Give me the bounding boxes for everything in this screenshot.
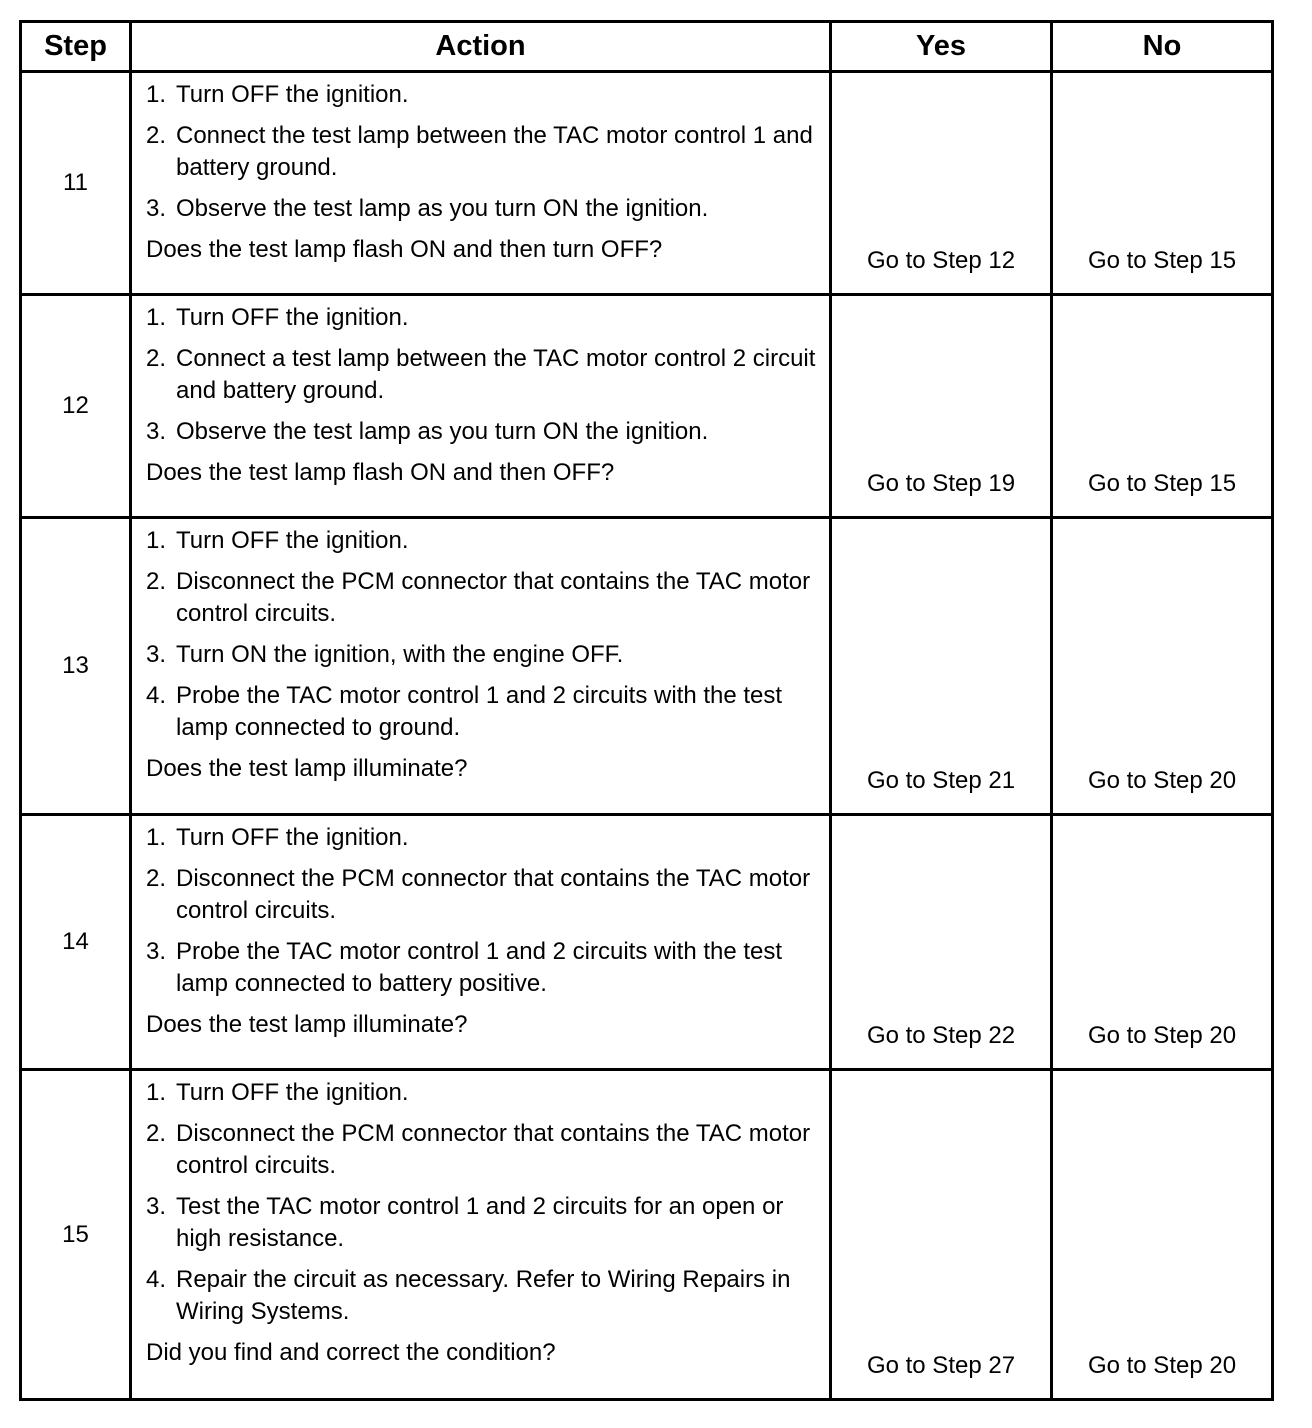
- action-item: 3. Test the TAC motor control 1 and 2 circuits for an open or high resistance.: [146, 1193, 784, 1252]
- table-row: [21, 815, 1273, 1070]
- action-item: 3. Probe the TAC motor control 1 and 2 circuits with the test lamp connected to battery positive.: [146, 938, 783, 997]
- action-question: Does the test lamp flash ON and then OFF?: [146, 459, 615, 486]
- table-row: [21, 1070, 1273, 1400]
- action-cell: [131, 518, 831, 815]
- yes-result: Go to Step 22: [831, 815, 1052, 1070]
- no-result: Go to Step 20: [1052, 1070, 1273, 1400]
- header-no: No: [1052, 22, 1273, 72]
- action-item: 2. Connect the test lamp between the TAC motor control 1 and battery ground.: [146, 122, 813, 181]
- action-item: 1. Turn OFF the ignition.: [146, 527, 409, 554]
- action-item: 1. Turn OFF the ignition.: [146, 81, 409, 108]
- table-row: [21, 295, 1273, 518]
- step-number: 15: [21, 1070, 131, 1400]
- action-cell: [131, 1070, 831, 1400]
- table-row: [21, 518, 1273, 815]
- action-item: 3. Turn ON the ignition, with the engine OFF.: [146, 641, 624, 668]
- action-item: 1. Turn OFF the ignition.: [146, 1079, 409, 1106]
- action-item: 3. Observe the test lamp as you turn ON the ignition.: [146, 195, 709, 222]
- action-cell: [131, 295, 831, 518]
- action-list: [146, 79, 819, 225]
- action-item: 1. Turn OFF the ignition.: [146, 304, 409, 331]
- action-item: 3. Observe the test lamp as you turn ON the ignition.: [146, 418, 709, 445]
- action-list: [146, 302, 819, 448]
- action-question: Did you find and correct the condition?: [146, 1339, 556, 1366]
- diagnostic-steps-table: [19, 20, 1274, 1401]
- step-number: 12: [21, 295, 131, 518]
- yes-result: Go to Step 19: [831, 295, 1052, 518]
- yes-result: Go to Step 12: [831, 72, 1052, 295]
- header-action: Action: [131, 22, 831, 72]
- action-item: 2. Disconnect the PCM connector that contains the TAC motor control circuits.: [146, 568, 811, 627]
- action-cell: [131, 72, 831, 295]
- table-body: [21, 72, 1273, 1400]
- no-result: Go to Step 15: [1052, 295, 1273, 518]
- action-item: 4. Probe the TAC motor control 1 and 2 circuits with the test lamp connected to ground.: [146, 682, 783, 741]
- action-item: 2. Disconnect the PCM connector that contains the TAC motor control circuits.: [146, 1120, 811, 1179]
- action-item: 1. Turn OFF the ignition.: [146, 824, 409, 851]
- yes-result: Go to Step 21: [831, 518, 1052, 815]
- step-number: 11: [21, 72, 131, 295]
- action-item: 2. Disconnect the PCM connector that contains the TAC motor control circuits.: [146, 865, 811, 924]
- action-question: Does the test lamp illuminate?: [146, 1011, 468, 1038]
- action-question: Does the test lamp illuminate?: [146, 755, 468, 782]
- action-cell: [131, 815, 831, 1070]
- table-row: [21, 72, 1273, 295]
- header-yes: Yes: [831, 22, 1052, 72]
- action-question: Does the test lamp flash ON and then turn OFF?: [146, 236, 663, 263]
- action-list: [146, 525, 819, 744]
- action-list: [146, 822, 819, 1000]
- no-result: Go to Step 20: [1052, 518, 1273, 815]
- header-step: Step: [21, 22, 131, 72]
- yes-result: Go to Step 27: [831, 1070, 1052, 1400]
- step-number: 13: [21, 518, 131, 815]
- action-item: 2. Connect a test lamp between the TAC motor control 2 circuit and battery ground.: [146, 345, 816, 404]
- action-item: 4. Repair the circuit as necessary. Refer to Wiring Repairs in Wiring Systems.: [146, 1266, 791, 1325]
- no-result: Go to Step 15: [1052, 72, 1273, 295]
- action-list: [146, 1077, 819, 1328]
- table-header-row: [21, 22, 1273, 72]
- step-number: 14: [21, 815, 131, 1070]
- no-result: Go to Step 20: [1052, 815, 1273, 1070]
